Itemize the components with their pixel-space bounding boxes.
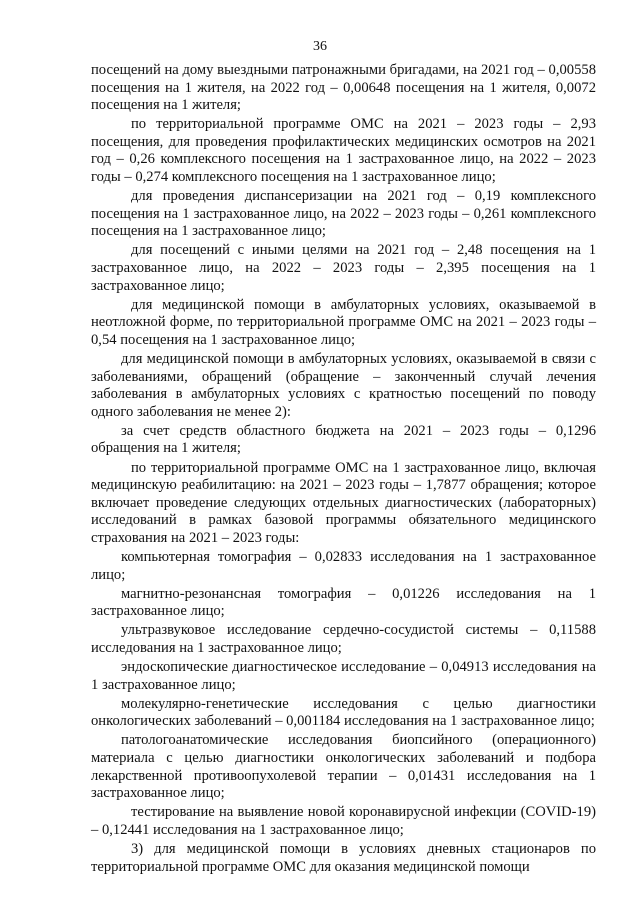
paragraph-day-hospital: 3) для медицинской помощи в условиях дневных стационаров по территориальной программе ОМС для оказания медицинской помощи: [91, 841, 596, 875]
paragraph-oms-visits: по территориальной программе ОМС на 2021 – 2023 годы – 2,93 посещения, для проведения профилактических медицинских осмотров на 2021 год – 0,26 комплексного посещения на 1 застрахованное лицо, на 2022 – 2023 годы – 0,274 комплексного посещения на 1 застрахованное лицо;: [91, 116, 596, 186]
paragraph-pathology: патологоанатомические исследования биопсийного (операционного) материала с целью диагностики онкологических заболеваний и подбора лекарственной противоопухолевой терапии – 0,01431 исследования на 1 застрахованное лицо;: [91, 732, 596, 802]
paragraph-oms-appeals: по территориальной программе ОМС на 1 застрахованное лицо, включая медицинскую реабилитацию: на 2021 – 2023 годы – 1,7877 обращения; которое включает проведение следующих отдельных диагностических (лабораторных) исследований в рамках базовой программы обязательного медицинского страхования на 2021 – 2023 годы:: [91, 459, 596, 546]
paragraph-home-visits: посещений на дому выездными патронажными бригадами, на 2021 год – 0,00558 посещения на 1 жителя, на 2022 год – 0,00648 посещения на 1 жителя, 0,0072 посещения на 1 жителя;: [91, 62, 596, 114]
paragraph-covid-testing: тестирование на выявление новой коронавирусной инфекции (COVID-19) – 0,12441 исследования на 1 застрахованное лицо;: [91, 804, 596, 838]
paragraph-disease-appeals: для медицинской помощи в амбулаторных условиях, оказываемой в связи с заболеваниями, обращений (обращение – законченный случай лечения заболевания в амбулаторных условиях с кратностью посещений по поводу одного заболевания не менее 2):: [91, 351, 596, 420]
paragraph-dispensarization: для проведения диспансеризации на 2021 год – 0,19 комплексного посещения на 1 застрахованное лицо, на 2022 – 2023 годы – 0,261 комплексного посещения на 1 застрахованное лицо;: [91, 188, 596, 240]
paragraph-other-purposes: для посещений с иными целями на 2021 год – 2,48 посещения на 1 застрахованное лицо, на 2022 – 2023 годы – 2,395 посещения на 1 застрахованное лицо;: [91, 242, 596, 294]
paragraph-molecular-genetic: молекулярно-генетические исследования с целью диагностики онкологических заболеваний – 0,001184 исследования на 1 застрахованное лицо;: [91, 695, 596, 730]
paragraph-mri: магнитно-резонансная томография – 0,01226 исследования на 1 застрахованное лицо;: [91, 585, 596, 620]
document-body: [91, 62, 596, 878]
paragraph-ultrasound: ультразвуковое исследование сердечно-сосудистой системы – 0,11588 исследования на 1 застрахованное лицо;: [91, 622, 596, 656]
paragraph-regional-budget: за счет средств областного бюджета на 2021 – 2023 годы – 0,1296 обращения на 1 жителя;: [91, 422, 596, 457]
paragraph-endoscopy: эндоскопические диагностическое исследование – 0,04913 исследования на 1 застрахованное лицо;: [91, 659, 596, 693]
paragraph-urgent-care: для медицинской помощи в амбулаторных условиях, оказываемой в неотложной форме, по территориальной программе ОМС на 2021 – 2023 годы – 0,54 посещения на 1 застрахованное лицо;: [91, 296, 596, 348]
page-number: 36: [313, 39, 327, 54]
paragraph-ct: компьютерная томография – 0,02833 исследования на 1 застрахованное лицо;: [91, 549, 596, 583]
